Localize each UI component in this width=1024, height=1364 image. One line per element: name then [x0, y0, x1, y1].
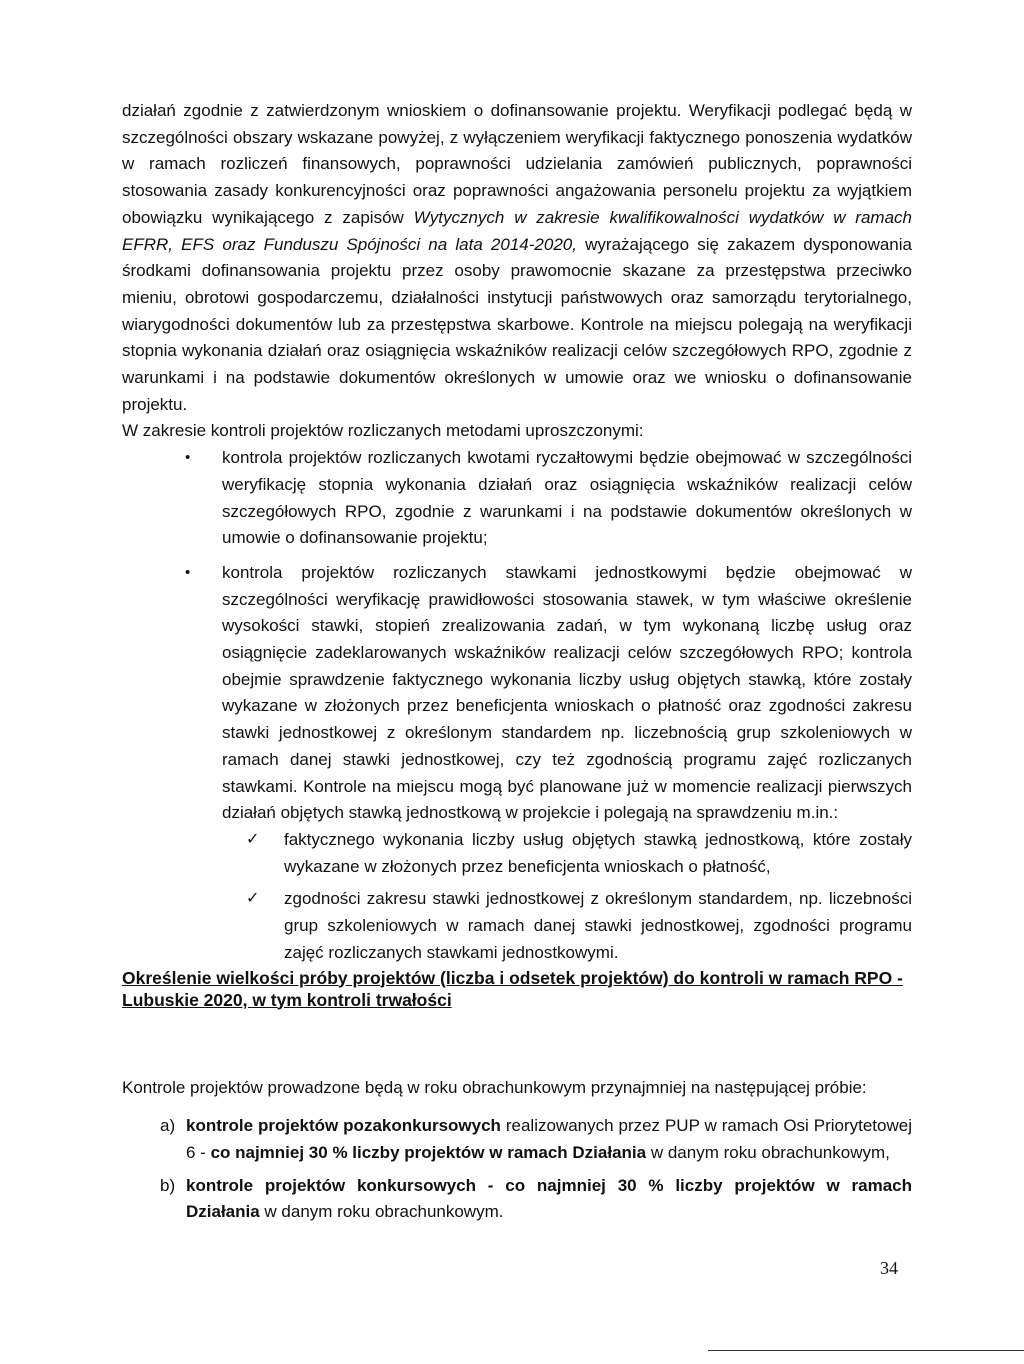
guidelines-reference: Wytycznych w zakresie kwalifikowalności wydatków w ramach EFRR, EFS oraz Funduszu Spójności na lata 2014-2020, — [122, 207, 912, 254]
item-bold: kontrole projektów pozakonkursowych — [186, 1116, 501, 1136]
page-content — [122, 98, 912, 1226]
list-item — [122, 560, 912, 967]
list-item-text: kontrola projektów rozliczanych kwotami ryczałtowymi będzie obejmować w szczególności weryfikację stopnia wykonania działań oraz osiągnięcia wskaźników realizacji celów szczegółowych RPO, zgodnie z warunkami i na podstawie dokumentów określonych w umowie o dofinansowanie projektu; — [222, 448, 912, 548]
check-item-text: zgodności zakresu stawki jednostkowej z określonym standardem, np. liczebności grup szkoleniowych w ramach danej stawki jednostkowej, zgodności programu zajęć rozliczanych stawkami jednostkowymi. — [284, 889, 912, 962]
item-letter: a) — [160, 1116, 176, 1136]
bullet-dot-icon: • — [185, 563, 191, 581]
paragraph-text-cont: wyrażającego się zakazem dysponowania środkami dofinansowania projektu przez osoby prawomocnie skazane za przestępstwa przeciwko mieniu, obrotowi gospodarczemu, działalności instytucji państwowych oraz samorządu terytorialnego, wiarygodności dokumentów lub za przestępstwa skarbowe. Kontrole na miejscu polegają na weryfikacji stopnia wykonania działań oraz osiągnięcia wskaźników realizacji celów szczegółowych RPO, zgodnie z warunkami i na podstawie dokumentów określonych w umowie oraz we wniosku o dofinansowanie projektu. — [122, 234, 912, 414]
check-item — [222, 827, 912, 880]
section-heading: Określenie wielkości próby projektów (liczba i odsetek projektów) do kontroli w ramach RPO - Lubuskie 2020, w tym kontroli trwałości — [122, 967, 903, 1010]
paragraph-simplified-methods: W zakresie kontroli projektów rozliczanych metodami uproszczonymi: — [122, 421, 644, 441]
check-list — [222, 827, 912, 967]
list-item-text: kontrola projektów rozliczanych stawkami jednostkowymi będzie obejmować w szczególności weryfikację prawidłowości stosowania stawek, w tym właściwe określenie wysokości stawki, stopień zrealizowania zadań, w tym wykonaną liczbę usług oraz osiągnięcie zadeklarowanych wskaźników realizacji celów szczegółowych RPO; kontrola obejmie sprawdzenie faktycznego wykonania liczby usług objętych stawką, które zostały wykazane w złożonych przez beneficjenta wnioskach o płatność oraz zgodności zakresu stawki jednostkowej z określonym standardem np. liczebnością grup szkoleniowych w ramach danej stawki jednostkowej, czy też zgodnością programu zajęć rozliczanych stawkami. Kontrole na miejscu mogą być planowane już w momencie realizacji pierwszych działań objętych stawką jednostkową w projekcie i polegają na sprawdzeniu m.in.: — [222, 562, 912, 823]
sample-item — [122, 1173, 912, 1226]
sample-list — [122, 1113, 912, 1226]
paragraph-text: działań zgodnie z zatwierdzonym wnioskiem o dofinansowanie projektu. Weryfikacji podlegać będą w szczególności obszary wskazane powyżej, z wyłączeniem weryfikacji faktycznego ponoszenia wydatków w ramach rozliczeń finansowych, poprawności udzielania zamówień publicznych, poprawności stosowania zasady konkurencyjności oraz poprawności angażowania personelu projektu za wyjątkiem obowiązku wynikającego z zapisów — [122, 101, 912, 227]
paragraph-sample-intro: Kontrole projektów prowadzone będą w roku obrachunkowym przynajmniej na następującej próbie: — [122, 1077, 867, 1097]
item-letter: b) — [160, 1175, 176, 1195]
item-bold: co najmniej 30 % liczby projektów w ramach Działania — [210, 1142, 647, 1162]
bullet-dot-icon: • — [185, 449, 191, 467]
item-text: w danym roku obrachunkowym, — [646, 1142, 890, 1162]
checkmark-icon: ✓ — [246, 830, 260, 848]
list-item — [122, 445, 912, 552]
bullet-list — [122, 445, 912, 966]
paragraph-verification — [122, 98, 912, 418]
checkmark-icon: ✓ — [246, 890, 260, 908]
footer-rule — [708, 1350, 1024, 1351]
page-number: 34 — [880, 1258, 898, 1278]
item-text: realizowanych przez PUP w ramach Osi Priorytetowej 6 - — [186, 1116, 912, 1162]
item-bold: kontrole projektów konkursowych - co najmniej 30 % liczby projektów w ramach Działania — [186, 1175, 912, 1222]
check-item — [222, 886, 912, 966]
sample-item — [122, 1113, 912, 1166]
item-text: w danym roku obrachunkowym. — [259, 1202, 504, 1222]
check-item-text: faktycznego wykonania liczby usług objętych stawką jednostkową, które zostały wykazane w złożonych przez beneficjenta wnioskach o płatność, — [284, 829, 912, 876]
